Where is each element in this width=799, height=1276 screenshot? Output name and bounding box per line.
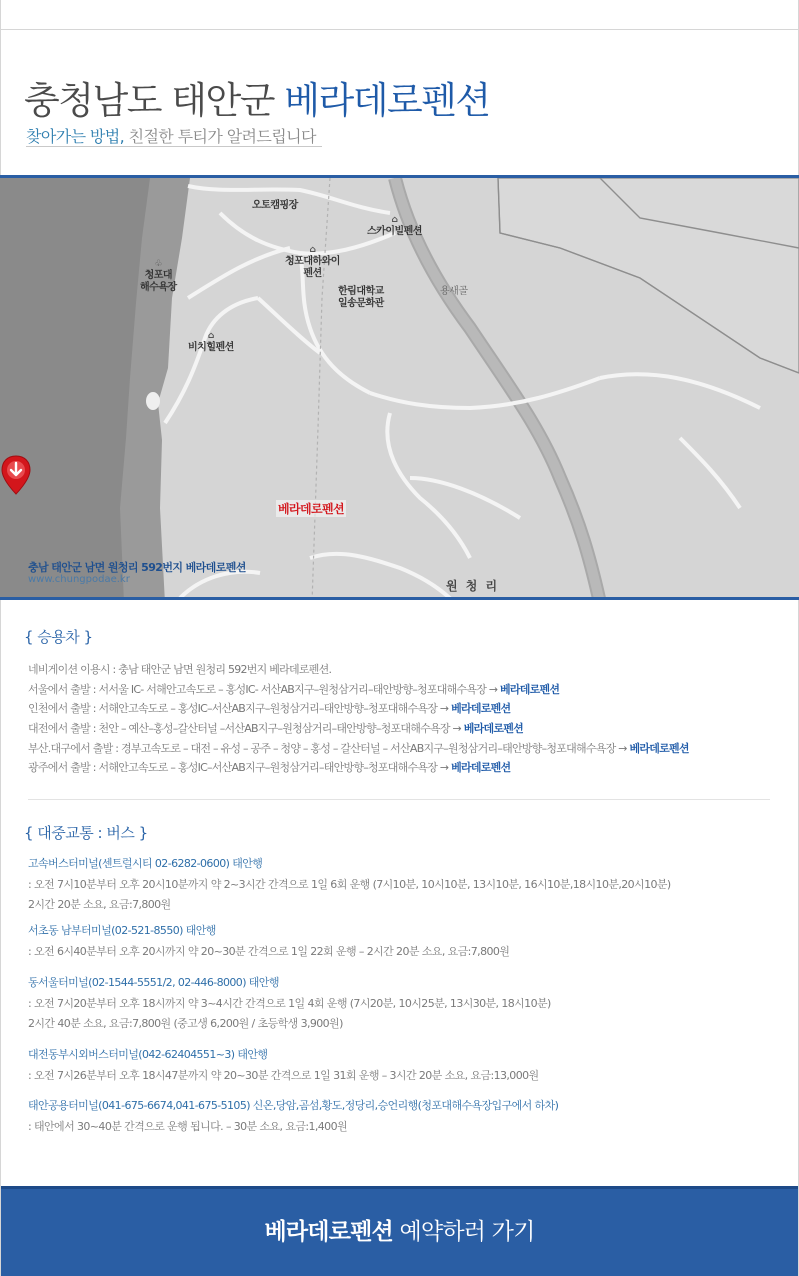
route-destination: 베라데로펜션 bbox=[500, 682, 560, 696]
bus-item bbox=[28, 974, 551, 1035]
page-subtitle bbox=[26, 124, 316, 147]
navi-row: 네비게이션 이용시 : 충남 태안군 남면 원청리 592번지 베라데로펜션. bbox=[28, 663, 332, 676]
map-label-cheongpo-beach: ♧ 청포대 해수욕장 bbox=[140, 259, 177, 293]
subtitle-highlight: 찾아가는 방법, bbox=[26, 127, 125, 146]
reservation-button[interactable] bbox=[1, 1186, 798, 1276]
bus-fare: 2시간 40분 소요, 요금:7,800원 (중고생 6,200원 / 초등학생 3,900원) bbox=[28, 1017, 343, 1030]
bus-schedule: : 오전 7시10분부터 오후 20시10분까지 약 2~3시간 간격으로 1일 6회 운행 (7시10분, 10시10분, 13시10분, 16시10분,18시10분,20시10분) bbox=[28, 878, 671, 891]
top-bar bbox=[0, 0, 799, 30]
map-terrain bbox=[0, 178, 799, 600]
route-row: 광주에서 출발 : 서해안고속도로 – 홍성IC–서산AB지구–원청삼거리–태안방향–청포대해수욕장 → 베라데로펜션 bbox=[28, 761, 511, 775]
bus-schedule: : 오전 6시40분부터 오후 20시까지 약 20~30분 간격으로 1일 22회 운행 – 2시간 20분 소요, 요금:7,800원 bbox=[28, 945, 510, 958]
subtitle-underline bbox=[26, 146, 322, 147]
map-label-skyvill: ⌂ 스카이빌펜션 bbox=[367, 215, 422, 237]
section-divider bbox=[28, 799, 770, 800]
route-destination: 베라데로펜션 bbox=[451, 702, 511, 716]
map-pin-icon[interactable] bbox=[0, 455, 32, 495]
location-map[interactable] bbox=[0, 175, 799, 600]
subtitle-rest: 친절한 투티가 알려드립니다 bbox=[124, 127, 316, 146]
map-label-autocamp: 오토캠핑장 bbox=[252, 200, 298, 211]
map-label-bichihill: ⌂ 비치힐펜션 bbox=[188, 331, 234, 353]
title-brand: 베라데로펜션 bbox=[284, 79, 490, 122]
map-address: 충남 태안군 남면 원청리 592번지 베라데로펜션 bbox=[28, 561, 246, 574]
route-row: 부산.대구에서 출발 : 경부고속도로 – 대전 – 유성 – 공주 – 청양 – 홍성 – 갈산터널 – 서산AB지구–원청삼거리–태안방향–청포대해수욕장 → 베라데로펜션 bbox=[28, 741, 689, 755]
bus-terminal-name: 고속버스터미널(센트럴시티 02-6282-0600) 태안행 bbox=[28, 857, 263, 870]
bus-schedule: : 오전 7시26분부터 오후 18시47분까지 약 20~30분 간격으로 1일 31회 운행 – 3시간 20분 소요, 요금:13,000원 bbox=[28, 1069, 539, 1082]
bus-item bbox=[28, 1097, 558, 1138]
route-destination: 베라데로펜션 bbox=[451, 761, 511, 775]
reservation-action: 예약하러 가기 bbox=[392, 1219, 535, 1245]
bus-terminal-name: 대전동부시외버스터미널(042-62404551~3) 태안행 bbox=[28, 1048, 268, 1061]
pension-icon: ⌂ bbox=[207, 331, 214, 341]
bus-section-heading: { 대중교통 : 버스 } bbox=[24, 824, 148, 842]
bus-item bbox=[28, 855, 671, 916]
map-website[interactable]: www.chungpodae.kr bbox=[28, 574, 130, 585]
car-directions bbox=[28, 660, 689, 778]
bus-terminal-name: 태안공용터미널(041-675-6674,041-675-5105) 신온,당암,곰섬,황도,정당리,승언리행(청포대해수욕장입구에서 하차) bbox=[28, 1099, 559, 1112]
route-destination: 베라데로펜션 bbox=[463, 722, 524, 736]
bus-fare: 2시간 20분 소요, 요금:7,800원 bbox=[28, 898, 171, 911]
map-label-wonchung: 원 청 리 bbox=[446, 579, 500, 593]
map-pin-label: 베라데로펜션 bbox=[278, 502, 344, 516]
bus-terminal-name: 서초동 남부터미널(02-521-8550) 태안행 bbox=[28, 924, 216, 937]
bus-terminal-name: 동서울터미널(02-1544-5551/2, 02-446-8000) 태안행 bbox=[28, 976, 279, 989]
beach-icon: ♧ bbox=[154, 259, 163, 269]
bus-item bbox=[28, 922, 509, 963]
bus-schedule: : 오전 7시20분부터 오후 18시까지 약 3~4시간 간격으로 1일 4회 운행 (7시20분, 10시25분, 13시30분, 18시10분) bbox=[28, 997, 551, 1010]
title-region: 충청남도 태안군 bbox=[24, 79, 285, 122]
pension-icon: ⌂ bbox=[391, 215, 398, 225]
page-title bbox=[24, 70, 490, 124]
route-row: 인천에서 출발 : 서해안고속도로 – 홍성IC–서산AB지구–원청삼거리–태안방향–청포대해수욕장 → 베라데로펜션 bbox=[28, 702, 511, 716]
route-destination: 베라데로펜션 bbox=[629, 741, 689, 755]
pension-icon: ⌂ bbox=[309, 245, 316, 255]
car-section-heading: { 승용차 } bbox=[24, 628, 93, 646]
reservation-brand: 베라데로펜션 bbox=[264, 1219, 393, 1245]
bus-schedule: : 태안에서 30~40분 간격으로 운행 됩니다. – 30분 소요, 요금:1,400원 bbox=[28, 1120, 347, 1133]
route-row: 서울에서 출발 : 서서울 IC- 서해안고속도로 – 홍성IC- 서산AB지구–원청삼거리–태안방향–청포대해수욕장 → 베라데로펜션 bbox=[28, 682, 560, 696]
route-row: 대전에서 출발 : 천안 – 예산–홍성–갈산터널 –서산AB지구–원청삼거리–태안방향–청포대해수욕장 → 베라데로펜션 bbox=[28, 722, 524, 736]
map-label-yongsaegol: 용새골 bbox=[440, 286, 468, 297]
map-label-cheongpo-hawai: ⌂ 청포대하와이 펜션 bbox=[285, 245, 340, 279]
map-label-hallym: 한림대학교 일송문화관 bbox=[338, 286, 384, 309]
bus-item bbox=[28, 1046, 539, 1087]
